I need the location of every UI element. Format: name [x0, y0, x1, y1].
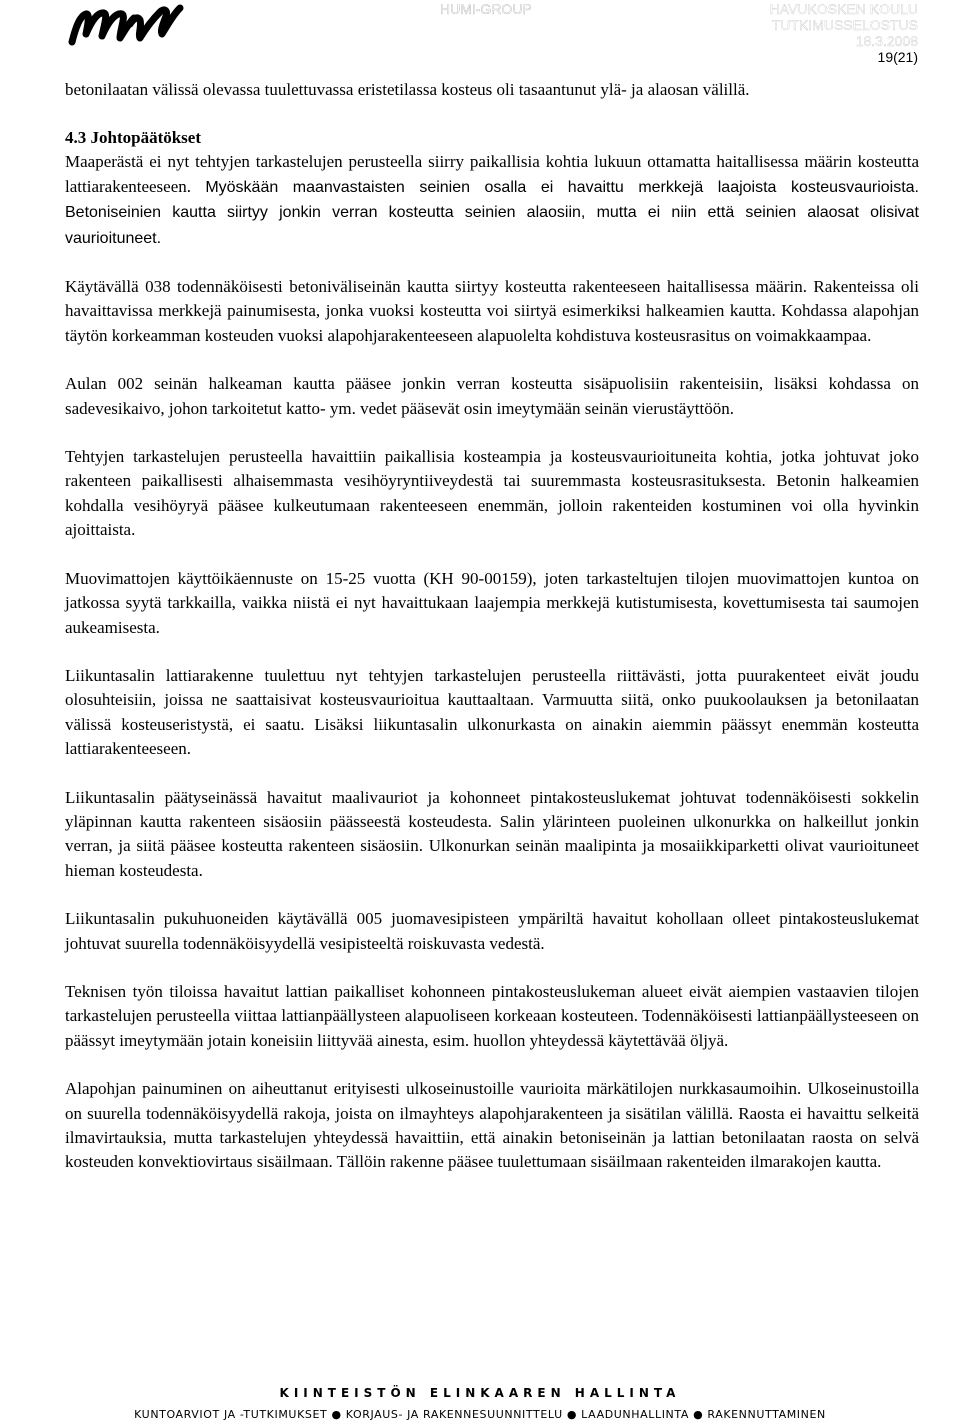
paragraph: Liikuntasalin päätyseinässä havaitut maalivauriot ja kohonneet pintakosteuslukemat johtuvat todennäköisesti sokkelin yläpinnan kautta rakenteen sisäosiin päässeestä kosteudesta. Salin ylärinteen puoleinen ulkonurkka on halkeillut jonkin verran, ja siitä pääsee kosteutta rakenteen sisäosiin. Ulkonurkan seinän maalipinta ja mosaiikkiparketti olivat vaurioituneet hieman kosteudesta. — [65, 787, 919, 880]
header-page-number: 19(21) — [877, 49, 918, 65]
document-body — [65, 78, 919, 1199]
header-report-type: TUTKIMUSSELOSTUS — [771, 17, 918, 33]
bullet-icon: ● — [566, 1408, 578, 1421]
footer-service: LAADUNHALLINTA — [581, 1408, 689, 1421]
section-heading: 4.3 Johtopäätökset — [65, 128, 202, 148]
paragraph: Liikuntasalin pukuhuoneiden käytävällä 005 juomavesipisteen ympäriltä havaitut kohollaan olleet pintakosteuslukemat johtuvat suurella todennäköisyydellä vesipisteeltä roiskuvasta vedestä. — [65, 909, 919, 953]
paragraph-1a: Maaperästä ei nyt tehtyjen tarkastelujen perusteella siirry paikallisia kohtia lukuun ottamatta haitallisessa määrin kosteutta lattiarakenteeseen. — [65, 152, 919, 196]
paragraph: Aulan 002 seinän halkeaman kautta pääsee jonkin verran kosteutta sisäpuolisiin rakenteisiin, lisäksi kohdassa on sadevesikaivo, johon tarkoitetut katto- ym. vedet pääsevät osin imeytymään seinän vierustäyttöön. — [65, 374, 919, 418]
paragraph-1b: Myöskään maanvastaisten seinien osalla ei havaittu merkkejä laajoista kosteusvaurioista. Betoniseinien kautta siirtyy jonkin verran kosteutta seinien alaosiin, mutta ei niin että seinien alaosat olisivat vaurioituneet. — [65, 178, 920, 247]
intro-paragraph: betonilaatan välissä olevassa tuulettuvassa eristetilassa kosteus oli tasaantunut ylä- ja alaosan välillä. — [65, 80, 750, 99]
header-date: 18.3.2008 — [855, 33, 918, 49]
paragraph: Teknisen työn tiloissa havaitut lattian paikalliset kohonneen pintakosteuslukeman alueet eivät aiempien vastaavien tilojen tarkastelujen perusteella viittaa lattianpäällysteen alapuoliseen korkeaan kosteuteen. Todennäköisesti lattianpäällysteeseen on päässyt imeytymään jotain koneisiin liittyvää ainesta, esim. huollon yhteydessä käytettävää öljyä. — [65, 981, 919, 1050]
paragraph: Liikuntasalin lattiarakenne tuulettuu nyt tehtyjen tarkastelujen perusteella riittävästi, jotta puurakenteet eivät joudu olosuhteisiin, joissa ne saattaisivat kosteusvaurioitua kauttaaltaan. Varmuutta siitä, onko puukoolauksen ja betonilaatan välissä kosteuseristystä, ei saatu. Lisäksi liikuntasalin ulkonurkasta on ainakin aiemmin päässyt enemmän kosteutta lattiarakenteeseen. — [65, 665, 919, 759]
footer-service: KORJAUS- JA RAKENNESUUNNITTELU — [345, 1408, 563, 1421]
bullet-icon: ● — [331, 1408, 342, 1421]
bullet-icon: ● — [693, 1408, 704, 1421]
header-company: HUMI-GROUP — [440, 1, 532, 17]
footer-service: RAKENNUTTAMINEN — [707, 1408, 826, 1421]
paragraph: Alapohjan painuminen on aiheuttanut erityisesti ulkoseinustoille vaurioita märkätilojen nurkkasaumoihin. Ulkoseinustoilla on suurella todennäköisyydellä rakoja, joista on ilmayhteys alapohjarakenteen ja sisätilan välillä. Raosta ei havaittu selkeitä ilmavirtauksia, mutta tarkastelujen yhteydessä havaittiin, että ainakin betoniseinän ja lattian betonilaatan raosta on selvä kosteuden konvektiovirtaus sisäilmaan. Tällöin rakenne pääsee tuulettumaan sisäilmaan rakenteiden ilmarakojen kautta. — [65, 1079, 919, 1172]
paragraph-1 — [65, 150, 919, 251]
header-school: HAVUKOSKEN KOULU — [769, 1, 918, 17]
footer-services — [0, 1408, 960, 1421]
paragraph: Käytävällä 038 todennäköisesti betoniväliseinän kautta siirtyy kosteutta rakenteeseen haitallisessa määrin. Rakenteissa oli havaittavissa merkkejä painumisesta, jonka vuoksi kosteutta voi siirtyä esimerkiksi halkeamien kautta. Kohdassa alapohjan täytön korkeamman kosteuden vuoksi alapohjarakenteeseen alapuolelta kohdistuva kosteusrasitus on voimakkaampaa. — [65, 277, 919, 345]
paragraph: Muovimattojen käyttöikäennuste on 15-25 vuotta (KH 90-00159), joten tarkasteltujen tilojen muovimattojen kuntoa on jatkossa syytä tarkkailla, vaikka niistä ei nyt havaittukaan laajempia merkkejä kutistumisesta, kovettumisesta tai saumojen aukeamisesta. — [65, 568, 919, 637]
footer-title: KIINTEISTÖN ELINKAAREN HALLINTA — [279, 1386, 681, 1400]
paragraph: Tehtyjen tarkastelujen perusteella havaittiin paikallisia kosteampia ja kosteusvaurioituneita kohtia, jotka johtuvat joko rakenteen paikallisesti alhaisemmasta vesihöyryntiiveydestä tai suuremmasta kosteusrasituksesta. Betonin halkeamien kohdalla vesihöyryä pääsee kulkeutumaan rakenteeseen enemmän, jolloin rakenteiden kostuminen voi olla hyvinkin ajoittaista. — [65, 447, 919, 540]
company-logo — [68, 4, 186, 48]
footer-service: KUNTOARVIOT JA -TUTKIMUKSET — [134, 1408, 328, 1421]
header-info — [770, 1, 918, 65]
